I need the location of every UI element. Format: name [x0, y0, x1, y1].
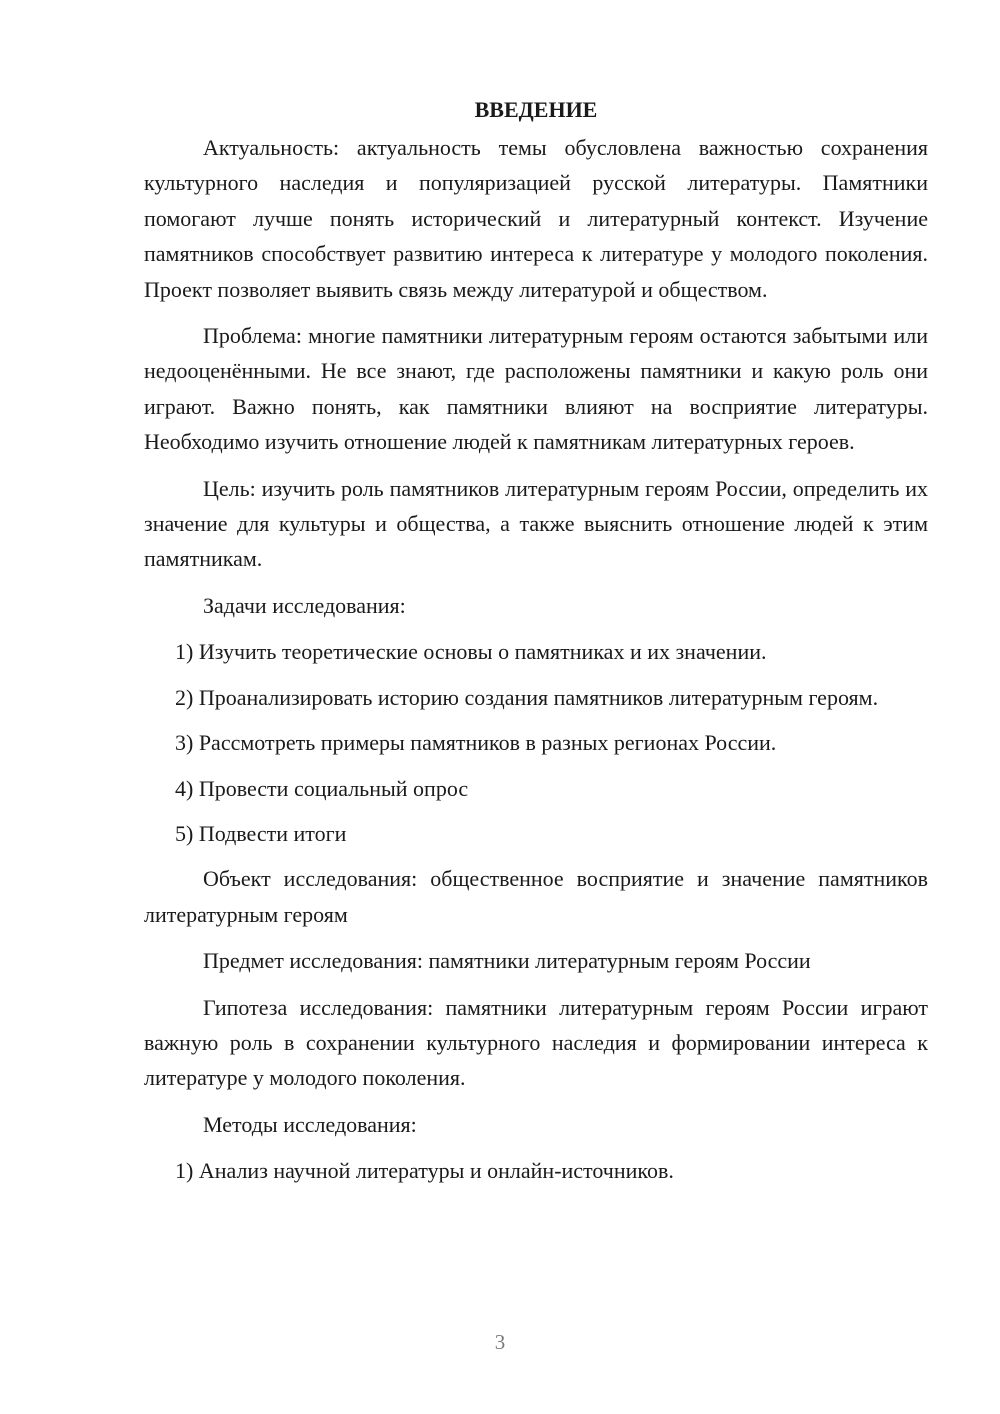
hypothesis-paragraph: Гипотеза исследования: памятники литературным героям России играют важную роль в сохранении культурного наследия и формировании интереса к литературе у молодого поколения. [144, 994, 928, 1091]
task-item: 3) Рассмотреть примеры памятников в разных регионах России. [175, 730, 777, 756]
problem-paragraph: Проблема: многие памятники литературным героям остаются забытыми или недооценёнными. Не все знают, где расположены памятники и какую роль они играют. Важно понять, как памятники влияют на восприятие литературы. Необходимо изучить отношение людей к памятникам литературных героев. [144, 323, 928, 455]
methods-heading: Методы исследования: [203, 1111, 417, 1137]
tasks-heading: Задачи исследования: [203, 592, 406, 618]
task-item: 4) Провести социальный опрос [175, 775, 469, 801]
section-title: ВВЕДЕНИЕ [474, 97, 598, 122]
relevance-paragraph: Актуальность: актуальность темы обусловлена важностью сохранения культурного наследия и популяризацией русской литературы. Памятники помогают лучше понять исторический и литературный контекст. Изучение памятников способствует развитию интереса к литературе у молодого поколения. Проект позволяет выявить связь между литературой и обществом. [144, 135, 928, 302]
task-item: 5) Подвести итоги [175, 820, 347, 846]
task-item: 1) Изучить теоретические основы о памятниках и их значении. [175, 639, 767, 665]
subject-paragraph: Предмет исследования: памятники литературным героям России [203, 948, 811, 974]
task-item: 2) Проанализировать историю создания памятников литературным героям. [175, 684, 879, 710]
goal-paragraph: Цель: изучить роль памятников литературным героям России, определить их значение для культуры и общества, а также выяснить отношение людей к этим памятникам. [144, 475, 928, 572]
object-paragraph: Объект исследования: общественное восприятие и значение памятников литературным героям [144, 866, 928, 927]
method-item: 1) Анализ научной литературы и онлайн-источников. [175, 1158, 674, 1184]
document-page [144, 92, 928, 1199]
page-number: 3 [494, 1330, 506, 1354]
